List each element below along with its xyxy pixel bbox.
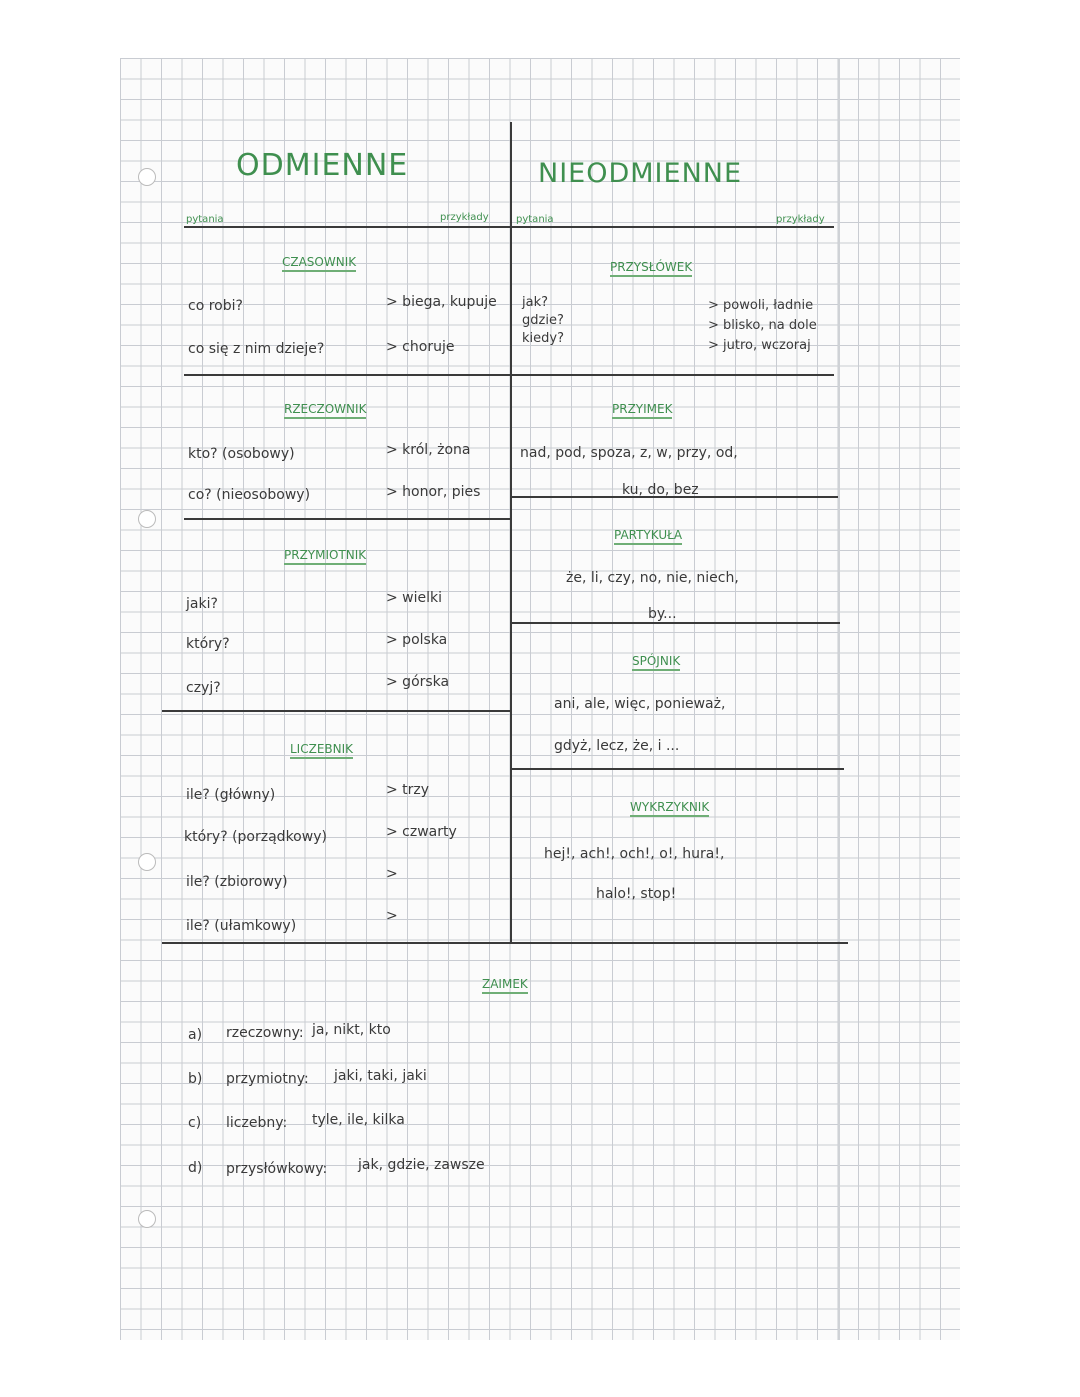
binder-hole bbox=[138, 168, 156, 186]
row-rule bbox=[184, 374, 834, 376]
question: jaki? bbox=[186, 596, 218, 612]
question: czyj? bbox=[186, 680, 221, 696]
zaimek-examples: jak, gdzie, zawsze bbox=[358, 1157, 485, 1173]
col-questions-left: pytania bbox=[186, 214, 224, 225]
question: kiedy? bbox=[522, 331, 564, 346]
paper-fold-line bbox=[838, 58, 840, 1340]
example: > choruje bbox=[386, 339, 455, 355]
example: > trzy bbox=[386, 782, 430, 798]
section-czasownik: CZASOWNIK bbox=[282, 255, 356, 272]
title-odmienne: ODMIENNE bbox=[236, 148, 409, 183]
zaimek-type: liczebny: bbox=[226, 1115, 288, 1131]
zaimek-label: d) bbox=[188, 1160, 203, 1176]
examples-line: nad, pod, spoza, z, w, przy, od, bbox=[520, 445, 738, 461]
examples-line: hej!, ach!, och!, o!, hura!, bbox=[544, 846, 725, 862]
section-przymiotnik: PRZYMIOTNIK bbox=[284, 548, 366, 565]
zaimek-label: c) bbox=[188, 1115, 202, 1131]
binder-hole bbox=[138, 853, 156, 871]
section-partykula: PARTYKUŁA bbox=[614, 528, 682, 545]
question: gdzie? bbox=[522, 313, 564, 328]
section-przyslowek: PRZYSŁÓWEK bbox=[610, 260, 692, 277]
examples-line: że, li, czy, no, nie, niech, bbox=[566, 570, 739, 586]
section-liczebnik: LICZEBNIK bbox=[290, 742, 353, 759]
example: > blisko, na dole bbox=[708, 318, 817, 333]
examples-line: by... bbox=[648, 606, 677, 622]
question: który? bbox=[186, 636, 230, 652]
example: > biega, kupuje bbox=[386, 294, 497, 310]
header-rule bbox=[184, 226, 834, 228]
question: który? (porządkowy) bbox=[184, 829, 327, 845]
col-questions-right: pytania bbox=[516, 214, 554, 225]
example: > czwarty bbox=[386, 824, 457, 840]
example: > polska bbox=[386, 632, 448, 648]
row-rule bbox=[184, 518, 510, 520]
col-examples-right: przykłady bbox=[776, 214, 825, 225]
zaimek-label: a) bbox=[188, 1027, 203, 1043]
zaimek-examples: tyle, ile, kilka bbox=[312, 1112, 405, 1128]
section-rzeczownik: RZECZOWNIK bbox=[284, 402, 366, 419]
question: co się z nim dzieje? bbox=[188, 341, 325, 357]
title-nieodmienne: NIEODMIENNE bbox=[538, 158, 743, 189]
row-rule bbox=[512, 768, 844, 770]
example: > król, żona bbox=[386, 442, 471, 458]
example: > honor, pies bbox=[386, 484, 481, 500]
zaimek-type: przymiotny: bbox=[226, 1071, 309, 1087]
zaimek-examples: jaki, taki, jaki bbox=[334, 1068, 427, 1084]
col-examples-left: przykłady bbox=[440, 212, 489, 223]
center-divider bbox=[510, 122, 512, 944]
binder-hole bbox=[138, 1210, 156, 1228]
row-rule bbox=[162, 710, 512, 712]
examples-line: gdyż, lecz, że, i ... bbox=[554, 738, 680, 754]
row-rule bbox=[510, 622, 840, 624]
zaimek-label: b) bbox=[188, 1071, 203, 1087]
examples-line: ku, do, bez bbox=[622, 482, 699, 498]
question: kto? (osobowy) bbox=[188, 446, 295, 462]
grid-paper bbox=[120, 58, 960, 1340]
question: ile? (ułamkowy) bbox=[186, 918, 297, 934]
zaimek-examples: ja, nikt, kto bbox=[312, 1022, 391, 1038]
question: co? (nieosobowy) bbox=[188, 487, 311, 503]
example: > jutro, wczoraj bbox=[708, 338, 811, 353]
question: co robi? bbox=[188, 298, 243, 314]
bottom-rule bbox=[162, 942, 848, 944]
examples-line: halo!, stop! bbox=[596, 886, 677, 902]
example: > górska bbox=[386, 674, 450, 690]
section-zaimek: ZAIMEK bbox=[482, 977, 528, 994]
question: ile? (główny) bbox=[186, 787, 276, 803]
zaimek-type: rzeczowny: bbox=[226, 1025, 304, 1041]
section-spojnik: SPÓJNIK bbox=[632, 654, 680, 671]
section-wykrzyknik: WYKRZYKNIK bbox=[630, 800, 709, 817]
example: > wielki bbox=[386, 590, 443, 606]
example: > bbox=[386, 866, 398, 882]
zaimek-type: przysłówkowy: bbox=[226, 1161, 328, 1177]
question: jak? bbox=[522, 295, 549, 310]
example: > powoli, ładnie bbox=[708, 298, 814, 313]
section-przyimek: PRZYIMEK bbox=[612, 402, 672, 419]
question: ile? (zbiorowy) bbox=[186, 874, 288, 890]
binder-hole bbox=[138, 510, 156, 528]
example: > bbox=[386, 908, 398, 924]
examples-line: ani, ale, więc, ponieważ, bbox=[554, 696, 726, 712]
